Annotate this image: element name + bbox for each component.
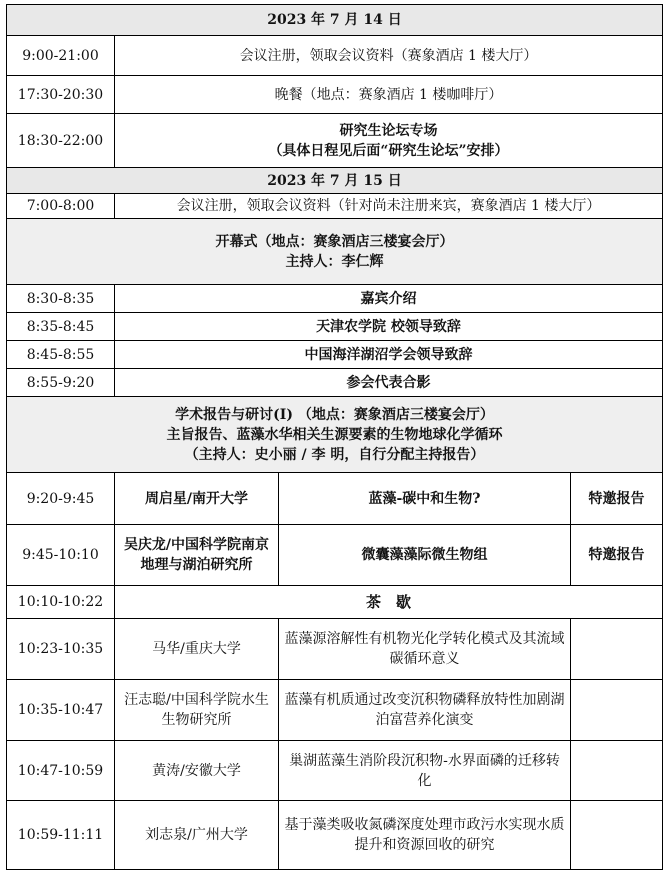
title-cell: 蓝藻-碳中和生物? — [279, 473, 571, 525]
time-cell: 17:30-20:30 — [7, 76, 115, 114]
type-cell — [571, 619, 663, 680]
event-cell: 会议注册，领取会议资料（针对尚未注册来宾，赛象酒店 1 楼大厅） — [115, 194, 663, 219]
table-row — [7, 801, 663, 870]
event-cell: 天津农学院 校领导致辞 — [115, 313, 663, 341]
time-cell: 8:30-8:35 — [7, 285, 115, 313]
table-row — [7, 473, 663, 525]
table-row — [7, 76, 663, 114]
time-cell: 10:10-10:22 — [7, 586, 115, 619]
time-cell: 8:35-8:45 — [7, 313, 115, 341]
table-row — [7, 313, 663, 341]
time-cell: 10:47-10:59 — [7, 741, 115, 801]
speaker-cell: 刘志泉/广州大学 — [115, 801, 279, 870]
event-line: （具体日程见后面“研究生论坛”安排） — [268, 142, 509, 159]
event-cell: 晚餐（地点：赛象酒店 1 楼咖啡厅） — [115, 76, 663, 114]
speaker-cell: 黄涛/安徽大学 — [115, 741, 279, 801]
section-header — [7, 219, 663, 285]
time-cell: 7:00-8:00 — [7, 194, 115, 219]
time-cell: 8:45-8:55 — [7, 341, 115, 369]
time-cell: 9:20-9:45 — [7, 473, 115, 525]
title-cell: 基于藻类吸收氮磷深度处理市政污水实现水质提升和资源回收的研究 — [279, 801, 571, 870]
schedule-table — [6, 4, 663, 870]
section-title: 开幕式（地点：赛象酒店三楼宴会厅） — [215, 233, 454, 250]
title-cell: 巢湖蓝藻生消阶段沉积物-水界面磷的迁移转化 — [279, 741, 571, 801]
academic-section-row — [7, 397, 663, 473]
section-host: 主持人：李仁辉 — [285, 253, 384, 270]
event-cell: 会议注册，领取会议资料（赛象酒店 1 楼大厅） — [115, 36, 663, 76]
section-title: 学术报告与研讨(I) （地点：赛象酒店三楼宴会厅） — [175, 406, 494, 423]
event-cell: 嘉宾介绍 — [115, 285, 663, 313]
table-row — [7, 619, 663, 680]
table-row — [7, 525, 663, 586]
event-cell: 参会代表合影 — [115, 369, 663, 397]
table-row — [7, 36, 663, 76]
time-cell: 18:30-22:00 — [7, 114, 115, 168]
day-header-row — [7, 5, 663, 36]
section-subtitle: 主旨报告、蓝藻水华相关生源要素的生物地球化学循环 — [166, 426, 503, 443]
section-host: （主持人：史小丽 / 李 明，自行分配主持报告） — [184, 446, 485, 463]
speaker-cell: 周启星/南开大学 — [115, 473, 279, 525]
time-cell: 8:55-9:20 — [7, 369, 115, 397]
title-cell: 蓝藻源溶解性有机物光化学转化模式及其流域碳循环意义 — [279, 619, 571, 680]
time-cell: 9:00-21:00 — [7, 36, 115, 76]
break-row — [7, 586, 663, 619]
event-cell — [115, 114, 663, 168]
title-cell: 微囊藻藻际微生物组 — [279, 525, 571, 586]
time-cell: 10:23-10:35 — [7, 619, 115, 680]
table-row — [7, 285, 663, 313]
table-row — [7, 341, 663, 369]
day-header-row — [7, 168, 663, 194]
break-label: 茶 歇 — [115, 586, 663, 619]
time-cell: 9:45-10:10 — [7, 525, 115, 586]
event-line: 研究生论坛专场 — [339, 122, 438, 139]
type-cell — [571, 680, 663, 741]
table-row — [7, 741, 663, 801]
title-cell: 蓝藻有机质通过改变沉积物磷释放特性加剧湖泊富营养化演变 — [279, 680, 571, 741]
table-row — [7, 369, 663, 397]
speaker-cell: 吴庆龙/中国科学院南京地理与湖泊研究所 — [115, 525, 279, 586]
type-cell: 特邀报告 — [571, 473, 663, 525]
speaker-cell: 汪志聪/中国科学院水生生物研究所 — [115, 680, 279, 741]
table-row — [7, 114, 663, 168]
type-cell — [571, 801, 663, 870]
speaker-cell: 马华/重庆大学 — [115, 619, 279, 680]
type-cell: 特邀报告 — [571, 525, 663, 586]
time-cell: 10:35-10:47 — [7, 680, 115, 741]
event-cell: 中国海洋湖沼学会领导致辞 — [115, 341, 663, 369]
table-row — [7, 194, 663, 219]
table-row — [7, 680, 663, 741]
time-cell: 10:59-11:11 — [7, 801, 115, 870]
type-cell — [571, 741, 663, 801]
opening-section-row — [7, 219, 663, 285]
day-date: 2023 年 7 月 15 日 — [7, 168, 663, 194]
section-header — [7, 397, 663, 473]
day-date: 2023 年 7 月 14 日 — [7, 5, 663, 36]
